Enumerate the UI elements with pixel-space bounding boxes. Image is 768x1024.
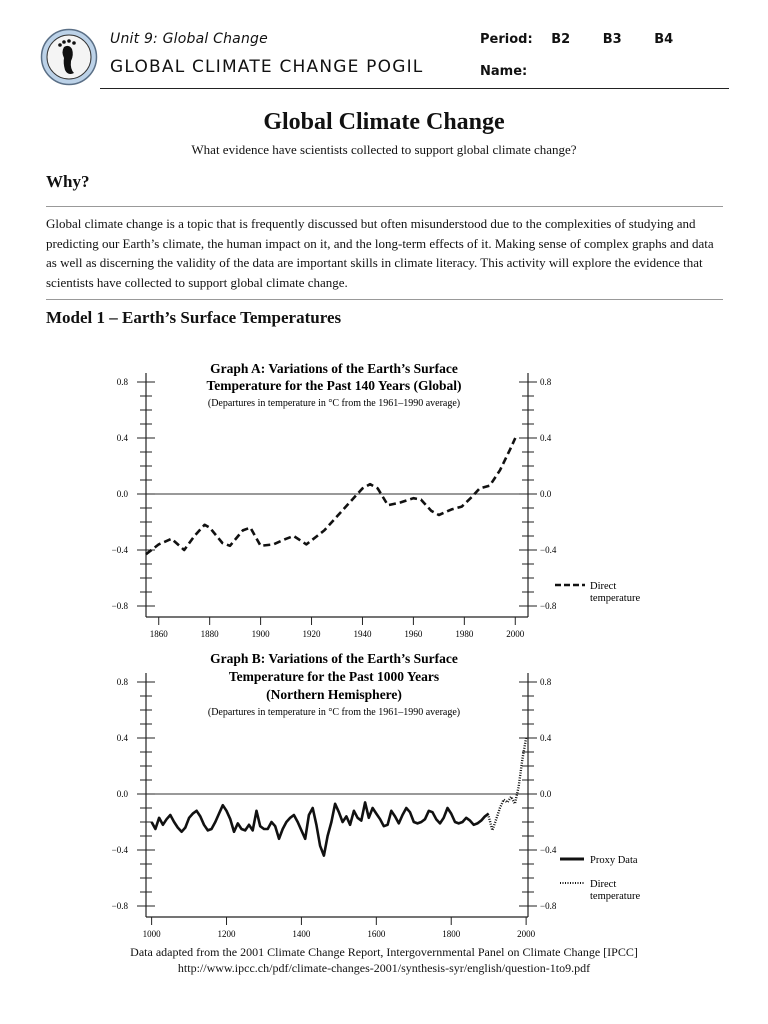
x-tick-label: 1800 <box>442 929 461 939</box>
y-tick-label: −0.8 <box>540 901 557 911</box>
source-citation <box>0 944 768 976</box>
x-tick-label: 1940 <box>353 629 372 639</box>
period-option: B2 <box>551 32 571 47</box>
period-label: Period: <box>480 32 533 47</box>
period-option: B3 <box>602 32 622 47</box>
graph-b-title-line2: Temperature for the Past 1000 Years <box>228 669 440 684</box>
period-option: B4 <box>654 32 674 47</box>
y-tick-label: 0.8 <box>116 377 128 387</box>
legend-direct-line1: Direct <box>590 581 617 592</box>
y-tick-label: 0.0 <box>540 489 552 499</box>
unit-label: Unit 9: Global Change <box>110 31 268 47</box>
x-tick-label: 2000 <box>506 629 525 639</box>
y-tick-label: −0.4 <box>540 845 557 855</box>
x-tick-label: 1980 <box>455 629 474 639</box>
series-line-direct-temperature <box>146 438 515 554</box>
y-tick-label: 0.0 <box>116 489 128 499</box>
why-heading: Why? <box>46 172 90 191</box>
x-tick-label: 1960 <box>404 629 423 639</box>
page-title: Global Climate Change <box>263 109 505 135</box>
school-logo <box>40 28 98 86</box>
y-tick-label: 0.8 <box>540 377 552 387</box>
y-tick-label: −0.4 <box>111 845 128 855</box>
y-tick-label: 0.4 <box>116 733 128 743</box>
graph-a-subtitle: (Departures in temperature in °C from the 1961–1990 average) <box>207 398 461 409</box>
why-paragraph: Global climate change is a topic that is frequently discussed but often misunderstood due to the complexities of studying and predicting our Earth’s climate, the human impact on it, and the long-term effects of it. Making sense of complex graphs and data as well as discerning the validity of the data are important skills in climate literacy. This activity will explore the evidence that scientists have collected to support global climate change. <box>46 216 714 290</box>
section-divider <box>46 206 723 207</box>
x-tick-label: 1400 <box>292 929 311 939</box>
x-tick-label: 1900 <box>251 629 270 639</box>
graph-b <box>112 651 641 939</box>
y-tick-label: −0.8 <box>111 601 128 611</box>
graph-b-title-line3: (Northern Hemisphere) <box>266 687 402 702</box>
legend-proxy: Proxy Data <box>590 855 638 866</box>
source-line-2: http://www.ipcc.ch/pdf/climate-changes-2001/synthesis-syr/english/question-1to9.pdf <box>177 961 591 975</box>
section-divider <box>46 299 723 300</box>
x-tick-label: 1920 <box>302 629 321 639</box>
pogil-title: GLOBAL CLIMATE CHANGE POGIL <box>110 57 424 77</box>
y-tick-label: −0.4 <box>111 545 128 555</box>
source-line-1: Data adapted from the 2001 Climate Change Report, Intergovernmental Panel on Climate Change [IPCC] <box>130 945 638 959</box>
page-subtitle: What evidence have scientists collected to support global climate change? <box>191 142 577 157</box>
series-line-proxy-data <box>152 802 489 855</box>
y-tick-label: 0.8 <box>540 677 552 687</box>
y-tick-label: 0.0 <box>116 789 128 799</box>
y-tick-label: 0.4 <box>116 433 128 443</box>
name-label: Name: <box>480 64 528 79</box>
x-tick-label: 2000 <box>517 929 536 939</box>
legend-direct-line2: temperature <box>590 891 641 902</box>
graph-a-series <box>146 438 515 554</box>
y-tick-label: −0.8 <box>540 601 557 611</box>
header-divider <box>100 88 729 89</box>
y-tick-label: −0.8 <box>111 901 128 911</box>
legend-direct-line1: Direct <box>590 879 617 890</box>
graph-b-title-line1: Graph B: Variations of the Earth’s Surface <box>210 651 458 666</box>
series-line-direct-temperature <box>489 738 526 830</box>
graph-b-series <box>152 738 526 856</box>
x-tick-label: 1200 <box>217 929 236 939</box>
y-tick-label: 0.0 <box>540 789 552 799</box>
x-tick-label: 1880 <box>200 629 219 639</box>
graph-a-x-ticks <box>150 617 525 639</box>
y-tick-label: −0.4 <box>540 545 557 555</box>
graph-a-legend <box>555 581 640 604</box>
x-tick-label: 1600 <box>367 929 386 939</box>
y-tick-label: 0.4 <box>540 733 552 743</box>
model-title: Model 1 – Earth’s Surface Temperatures <box>46 308 342 327</box>
period-row <box>480 32 701 47</box>
graph-b-subtitle: (Departures in temperature in °C from the 1961–1990 average) <box>207 707 461 718</box>
x-tick-label: 1000 <box>142 929 161 939</box>
x-tick-label: 1860 <box>149 629 168 639</box>
legend-direct-line2: temperature <box>590 593 641 604</box>
graph-b-x-ticks <box>143 917 536 939</box>
graph-a-title-line1: Graph A: Variations of the Earth’s Surface <box>210 361 458 376</box>
y-tick-label: 0.8 <box>116 677 128 687</box>
graph-b-legend <box>560 855 640 902</box>
graph-a-title-line2: Temperature for the Past 140 Years (Global) <box>206 378 462 393</box>
temperature-graphs <box>0 340 768 940</box>
graph-a <box>112 361 641 639</box>
y-tick-label: 0.4 <box>540 433 552 443</box>
